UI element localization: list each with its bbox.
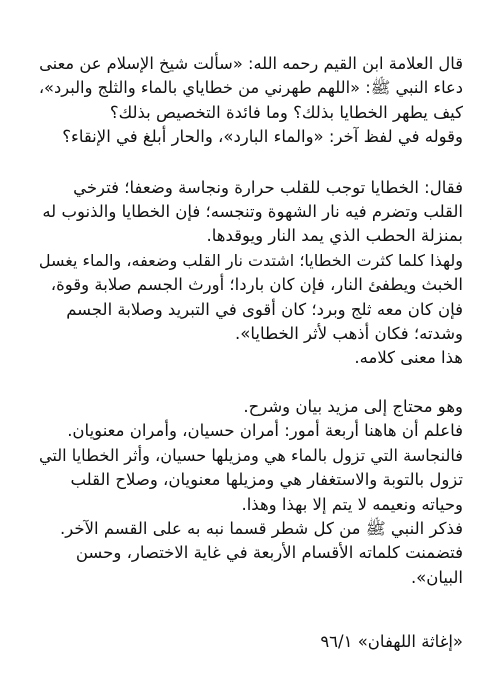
answer-line: ولهذا كلما كثرت الخطايا؛ اشتدت نار القلب وضعفه، والماء يغسل — [38, 250, 463, 270]
explanation-line: فاعلم أن هاهنا أربعة أمور: أمران حسيان، وأمران معنويان. — [67, 421, 463, 441]
question-line: قال العلامة ابن القيم رحمه الله: «سألت شيخ الإسلام عن معنى — [39, 54, 463, 73]
question-paragraph — [34, 52, 463, 150]
explanation-line: وحياته ونعيمه لا يتم إلا بهذا وهذا. — [241, 494, 463, 514]
explanation-line: البيان». — [410, 567, 463, 587]
explanation-line: وهو محتاج إلى مزيد بيان وشرح. — [243, 396, 463, 416]
answer-line: فقال: الخطايا توجب للقلب حرارة ونجاسة وضعفا؛ فترخي — [73, 177, 463, 197]
paragraph-gap — [34, 150, 463, 176]
explanation-paragraph — [34, 395, 463, 590]
answer-paragraph — [34, 176, 463, 371]
question-line: وقوله في لفظ آخر: «والماء البارد»، والحار أبلغ في الإنقاء؟ — [62, 127, 463, 147]
answer-line: وشدته؛ فكان أذهب لأثر الخطايا». — [235, 324, 463, 344]
source-citation: «إغاثة اللهفان» ٩٦/١ — [320, 632, 463, 651]
question-line: دعاء النبي ﷺ: «اللهم طهرني من خطاياي بالماء والثلج والبرد»، — [38, 78, 463, 98]
answer-line: هذا معنى كلامه. — [354, 348, 463, 368]
answer-line: القلب وتضرم فيه نار الشهوة وتنجسه؛ فإن الخطايا والذنوب له — [42, 202, 463, 222]
explanation-line: فتضمنت كلماته الأقسام الأربعة في غاية الاختصار، وحسن — [75, 543, 463, 563]
explanation-line: فذكر النبي ﷺ من كل شطر قسما نبه به على القسم الآخر. — [60, 518, 463, 538]
answer-line: بمنزلة الحطب الذي يمد النار ويوقدها. — [206, 226, 463, 246]
paragraph-gap — [34, 371, 463, 395]
answer-line: الخبث ويطفئ النار، فإن كان باردا؛ أورث الجسم صلابة وقوة، — [50, 275, 463, 295]
explanation-line: فالنجاسة التي تزول بالماء هي ومزيلها حسيان، وأثر الخطايا التي — [38, 445, 463, 465]
question-line: كيف يطهر الخطايا بذلك؟ وما فائدة التخصيص بذلك؟ — [109, 102, 463, 122]
answer-line: فإن كان معه ثلج وبرد؛ كان أقوى في التبريد وصلابة الجسم — [66, 299, 463, 319]
explanation-line: تزول بالتوبة والاستغفار هي ومزيلها معنويان، وصلاح القلب — [70, 470, 463, 490]
